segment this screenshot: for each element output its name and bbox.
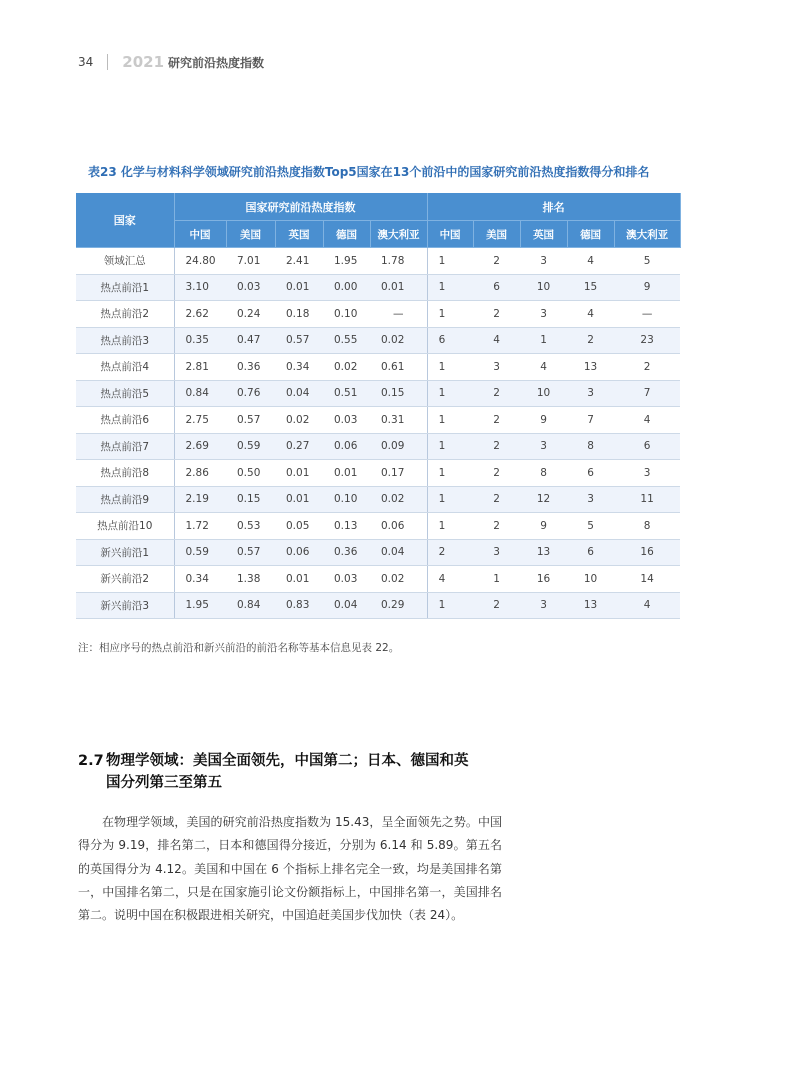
table-row [76,513,680,540]
rank-cell: 4 [520,354,567,381]
row-label: 新兴前沿2 [76,566,174,593]
rank-cell: 4 [427,566,473,593]
rank-cell: 14 [614,566,680,593]
score-cell: 0.01 [275,566,323,593]
score-cell: 0.01 [275,460,323,487]
score-cell: 0.13 [323,513,370,540]
table-row [76,380,680,407]
rank-cell: 1 [427,380,473,407]
table-row [76,248,680,275]
table-row [76,460,680,487]
rank-cell: 2 [473,248,520,275]
score-cell: 0.03 [323,407,370,434]
page-number: 34 [78,55,94,69]
row-label: 热点前沿3 [76,327,174,354]
rank-cell: 6 [614,433,680,460]
score-col-0: 中国 [174,221,226,248]
header-rank-group: 排名 [427,193,680,221]
score-cell: 0.05 [275,513,323,540]
rank-cell: 1 [427,274,473,301]
row-label: 热点前沿5 [76,380,174,407]
rank-cell: 7 [614,380,680,407]
rank-cell: 2 [473,513,520,540]
score-col-2: 英国 [275,221,323,248]
row-label: 热点前沿2 [76,301,174,328]
score-cell: 0.02 [370,566,427,593]
score-cell: 0.55 [323,327,370,354]
row-label: 领域汇总 [76,248,174,275]
rank-cell: 1 [427,460,473,487]
rank-col-2: 英国 [520,221,567,248]
score-cell: 0.57 [226,539,275,566]
rank-cell: 6 [567,539,614,566]
rank-cell: 5 [567,513,614,540]
rank-cell: 1 [427,513,473,540]
score-cell: 0.04 [275,380,323,407]
rank-cell: 7 [567,407,614,434]
score-cell: 0.51 [323,380,370,407]
score-cell: 0.35 [174,327,226,354]
header-title: 研究前沿热度指数 [168,55,265,70]
rank-col-1: 美国 [473,221,520,248]
score-rank-table [76,193,681,619]
score-col-1: 美国 [226,221,275,248]
score-cell: 0.01 [370,274,427,301]
rank-cell: 16 [614,539,680,566]
table-row [76,566,680,593]
section-heading [78,750,508,794]
header-country: 国家 [76,193,174,248]
score-cell: 0.18 [275,301,323,328]
rank-cell: 1 [427,248,473,275]
row-label: 热点前沿10 [76,513,174,540]
rank-col-0: 中国 [427,221,473,248]
score-cell: 0.01 [275,274,323,301]
score-cell: 2.19 [174,486,226,513]
table-row [76,301,680,328]
rank-cell: 6 [567,460,614,487]
row-label: 新兴前沿1 [76,539,174,566]
score-cell: 0.47 [226,327,275,354]
rank-cell: 13 [567,592,614,619]
score-cell: 2.86 [174,460,226,487]
score-cell: 0.02 [323,354,370,381]
score-cell: 0.15 [226,486,275,513]
table-caption: 表23 化学与材料科学领域研究前沿热度指数Top5国家在13个前沿中的国家研究前沿热度指数得分和排名 [88,165,650,179]
rank-cell: 10 [520,274,567,301]
score-col-3: 德国 [323,221,370,248]
score-cell: 24.80 [174,248,226,275]
rank-cell: 9 [520,513,567,540]
section-title-line1: 物理学领域：美国全面领先，中国第二；日本、德国和英 [106,753,469,769]
row-label: 热点前沿1 [76,274,174,301]
row-label: 热点前沿9 [76,486,174,513]
score-cell: 0.00 [323,274,370,301]
score-cell: 0.06 [323,433,370,460]
score-cell: 0.15 [370,380,427,407]
score-cell: 0.04 [370,539,427,566]
rank-cell: 3 [520,592,567,619]
rank-cell: 9 [614,274,680,301]
rank-cell: 8 [614,513,680,540]
rank-cell: 16 [520,566,567,593]
rank-cell: 10 [567,566,614,593]
rank-cell: 1 [427,486,473,513]
rank-cell: 2 [473,380,520,407]
score-cell: 0.03 [226,274,275,301]
score-cell: 1.38 [226,566,275,593]
table-row [76,327,680,354]
score-cell: 0.53 [226,513,275,540]
score-cell: 0.10 [323,301,370,328]
score-cell: 7.01 [226,248,275,275]
rank-cell: 1 [427,407,473,434]
rank-cell: 1 [427,592,473,619]
body-paragraph: 在物理学领域，美国的研究前沿热度指数为 15.43，呈全面领先之势。中国得分为 9.19，排名第二，日本和德国得分接近，分别为 6.14 和 5.89。第五名的英国得分为 4.12。美国和中国在 6 个指标上排名完全一致，均是美国排名第一，中国排名第二，只是在国家施引论文份额指标上，中国排名第一，美国排名第二。说明中国在积极跟进相关研究，中国追赶美国步伐加快（表 24）。 [78,815,502,923]
table-row [76,592,680,619]
score-cell: 0.34 [275,354,323,381]
rank-cell: 4 [473,327,520,354]
rank-cell: 2 [473,433,520,460]
rank-cell: 3 [473,354,520,381]
rank-cell: 13 [567,354,614,381]
row-label: 热点前沿4 [76,354,174,381]
score-cell: 0.34 [174,566,226,593]
rank-cell: 2 [473,407,520,434]
score-col-4: 澳大利亚 [370,221,427,248]
table-row [76,354,680,381]
rank-cell: 10 [520,380,567,407]
header-divider [107,54,108,70]
score-cell: 0.61 [370,354,427,381]
rank-cell: 2 [473,301,520,328]
table-row [76,274,680,301]
score-cell: — [370,301,427,328]
score-cell: 1.78 [370,248,427,275]
score-cell: 1.72 [174,513,226,540]
score-cell: 0.03 [323,566,370,593]
rank-cell: 9 [520,407,567,434]
score-cell: 0.36 [226,354,275,381]
rank-cell: 4 [614,592,680,619]
rank-cell: — [614,301,680,328]
score-cell: 0.24 [226,301,275,328]
running-header [78,52,264,72]
score-cell: 0.02 [370,486,427,513]
score-cell: 3.10 [174,274,226,301]
rank-cell: 6 [427,327,473,354]
rank-cell: 11 [614,486,680,513]
score-cell: 0.06 [275,539,323,566]
rank-cell: 12 [520,486,567,513]
rank-cell: 2 [567,327,614,354]
rank-cell: 1 [473,566,520,593]
rank-cell: 23 [614,327,680,354]
rank-cell: 4 [614,407,680,434]
score-cell: 2.41 [275,248,323,275]
score-cell: 0.02 [275,407,323,434]
section-title-line2: 国分列第三至第五 [106,775,222,791]
table-note: 注：相应序号的热点前沿和新兴前沿的前沿名称等基本信息见表 22。 [78,642,400,654]
rank-cell: 13 [520,539,567,566]
rank-cell: 2 [473,486,520,513]
rank-cell: 1 [520,327,567,354]
row-label: 新兴前沿3 [76,592,174,619]
rank-cell: 3 [567,486,614,513]
score-cell: 0.06 [370,513,427,540]
header-score-group: 国家研究前沿热度指数 [174,193,427,221]
row-label: 热点前沿6 [76,407,174,434]
row-label: 热点前沿8 [76,460,174,487]
score-cell: 0.01 [323,460,370,487]
rank-cell: 4 [567,248,614,275]
rank-cell: 3 [473,539,520,566]
rank-cell: 2 [427,539,473,566]
row-label: 热点前沿7 [76,433,174,460]
score-cell: 0.09 [370,433,427,460]
rank-cell: 1 [427,433,473,460]
score-cell: 2.62 [174,301,226,328]
score-cell: 0.50 [226,460,275,487]
score-cell: 0.10 [323,486,370,513]
table-row [76,486,680,513]
rank-col-3: 德国 [567,221,614,248]
score-cell: 0.59 [226,433,275,460]
score-cell: 0.76 [226,380,275,407]
table-row [76,539,680,566]
header-year: 2021 [122,53,165,71]
rank-cell: 8 [520,460,567,487]
rank-cell: 3 [520,248,567,275]
score-cell: 0.31 [370,407,427,434]
score-cell: 0.36 [323,539,370,566]
rank-cell: 3 [520,433,567,460]
rank-col-4: 澳大利亚 [614,221,680,248]
score-cell: 0.84 [174,380,226,407]
score-cell: 0.57 [226,407,275,434]
rank-cell: 3 [614,460,680,487]
score-cell: 2.75 [174,407,226,434]
score-cell: 0.04 [323,592,370,619]
rank-cell: 2 [614,354,680,381]
score-cell: 0.59 [174,539,226,566]
score-cell: 1.95 [174,592,226,619]
rank-cell: 6 [473,274,520,301]
score-cell: 0.83 [275,592,323,619]
table-row [76,407,680,434]
score-cell: 0.02 [370,327,427,354]
rank-cell: 3 [567,380,614,407]
score-cell: 0.17 [370,460,427,487]
rank-cell: 5 [614,248,680,275]
score-cell: 0.29 [370,592,427,619]
score-cell: 2.69 [174,433,226,460]
score-cell: 0.01 [275,486,323,513]
rank-cell: 1 [427,354,473,381]
rank-cell: 15 [567,274,614,301]
score-cell: 0.57 [275,327,323,354]
section-number: 2.7 [78,753,104,769]
score-cell: 1.95 [323,248,370,275]
score-cell: 0.84 [226,592,275,619]
table-row [76,433,680,460]
rank-cell: 8 [567,433,614,460]
score-cell: 2.81 [174,354,226,381]
rank-cell: 4 [567,301,614,328]
score-cell: 0.27 [275,433,323,460]
rank-cell: 2 [473,592,520,619]
rank-cell: 2 [473,460,520,487]
rank-cell: 1 [427,301,473,328]
rank-cell: 3 [520,301,567,328]
